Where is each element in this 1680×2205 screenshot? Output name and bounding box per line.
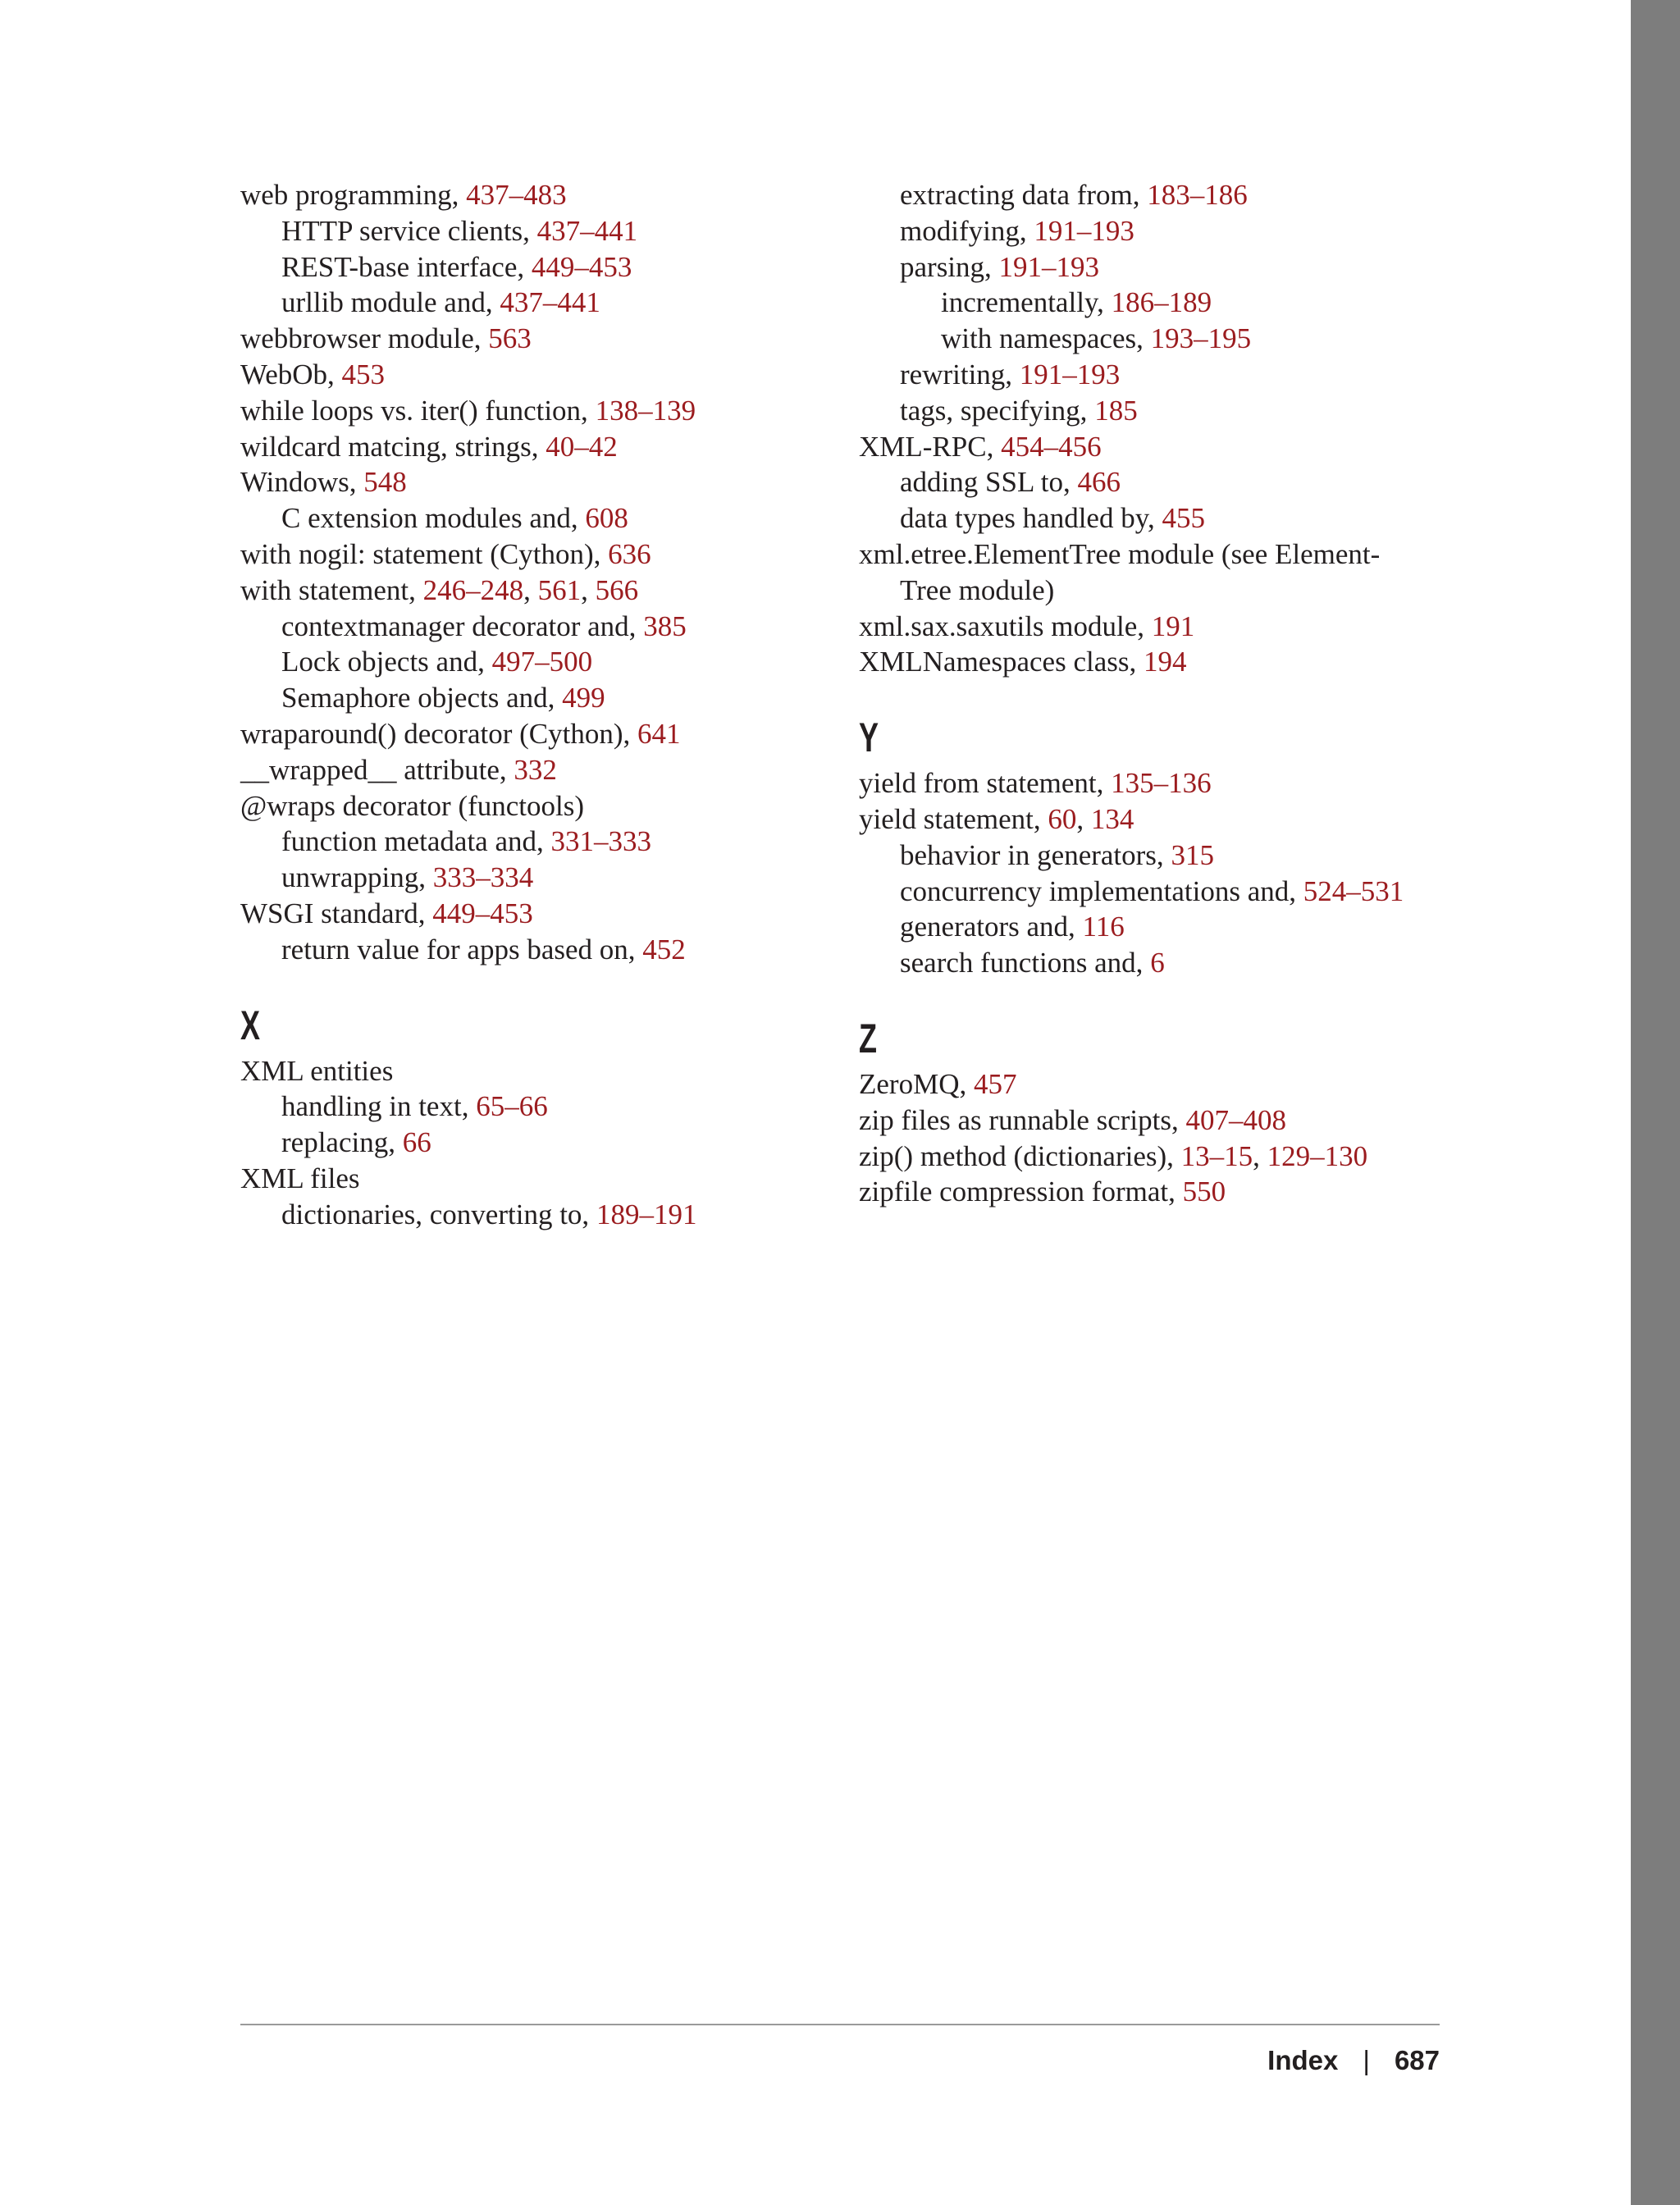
index-entry bbox=[859, 644, 1466, 680]
entry-term: ZeroMQ, bbox=[859, 1067, 974, 1100]
index-subentry bbox=[859, 249, 1466, 285]
entry-term: @wraps decorator (functools) bbox=[240, 789, 585, 822]
entry-term: zipfile compression format, bbox=[859, 1176, 1183, 1208]
index-subentry bbox=[859, 393, 1466, 429]
page-ref-link[interactable]: 185 bbox=[1094, 394, 1138, 427]
page-ref-link[interactable]: 452 bbox=[642, 933, 686, 966]
entry-term: WSGI standard, bbox=[240, 897, 433, 929]
page-number: 687 bbox=[1394, 2045, 1440, 2075]
index-entry bbox=[859, 429, 1466, 465]
index-column-right bbox=[859, 177, 1466, 1210]
page-ref-link[interactable]: 636 bbox=[608, 537, 651, 570]
page-ref-link[interactable]: 608 bbox=[585, 502, 628, 535]
index-entry bbox=[240, 177, 847, 213]
page-ref-link[interactable]: 332 bbox=[514, 753, 557, 786]
page-ref-link[interactable]: 191–193 bbox=[1019, 358, 1121, 390]
entry-term: Tree module) bbox=[900, 573, 1055, 606]
page-ref-link[interactable]: 497–500 bbox=[491, 646, 593, 678]
entry-term: rewriting, bbox=[900, 358, 1020, 390]
page-ref-link[interactable]: 129–130 bbox=[1267, 1139, 1368, 1172]
footer-section-label: Index bbox=[1267, 2045, 1339, 2075]
entry-term: zip() method (dictionaries), bbox=[859, 1139, 1181, 1172]
page-ref-link[interactable]: 563 bbox=[488, 322, 532, 355]
entry-term: unwrapping, bbox=[281, 861, 433, 894]
index-entry bbox=[240, 1053, 847, 1089]
page-ref-link[interactable]: 437–441 bbox=[500, 286, 600, 319]
entry-term: XML entities bbox=[240, 1054, 394, 1087]
index-entry bbox=[859, 1139, 1466, 1175]
page-ref-link[interactable]: 499 bbox=[562, 682, 605, 714]
entry-term: zip files as runnable scripts, bbox=[859, 1103, 1186, 1136]
index-subentry bbox=[859, 213, 1466, 249]
index-entry-continuation bbox=[859, 573, 1466, 609]
index-subsubentry bbox=[859, 321, 1466, 357]
page-ref-link[interactable]: 138–139 bbox=[595, 394, 696, 427]
page-ref-link[interactable]: 60 bbox=[1048, 802, 1077, 835]
entry-term: with statement, bbox=[240, 573, 423, 606]
index-subentry bbox=[859, 838, 1466, 874]
page-ref-link[interactable]: 641 bbox=[637, 717, 681, 750]
entry-term: while loops vs. iter() function, bbox=[240, 394, 596, 427]
page-ref-link[interactable]: 455 bbox=[1162, 502, 1205, 535]
entry-term: extracting data from, bbox=[900, 179, 1148, 211]
entry-term: replacing, bbox=[281, 1126, 403, 1159]
index-subentry bbox=[240, 644, 847, 680]
index-subentry bbox=[240, 500, 847, 536]
index-subentry bbox=[240, 285, 847, 321]
entry-term: generators and, bbox=[900, 911, 1083, 943]
entry-term: search functions and, bbox=[900, 947, 1151, 979]
page-ref-link[interactable]: 246–248 bbox=[422, 573, 524, 606]
index-entry bbox=[859, 609, 1466, 645]
index-subentry bbox=[240, 213, 847, 249]
entry-term: adding SSL to, bbox=[900, 466, 1078, 499]
index-column-left bbox=[240, 177, 847, 1233]
ref-separator: , bbox=[581, 573, 596, 606]
page-ref-link[interactable]: 66 bbox=[402, 1126, 431, 1159]
index-subentry bbox=[859, 464, 1466, 500]
page-ref-link[interactable]: 193–195 bbox=[1150, 322, 1252, 355]
page-ref-link[interactable]: 454–456 bbox=[1001, 430, 1102, 463]
ref-separator: , bbox=[1253, 1139, 1267, 1172]
entry-term: handling in text, bbox=[281, 1090, 477, 1123]
page-ref-link[interactable]: 135–136 bbox=[1111, 767, 1212, 800]
entry-term: WebOb, bbox=[240, 358, 342, 390]
entry-term: contextmanager decorator and, bbox=[281, 609, 644, 642]
page-ref-link[interactable]: 466 bbox=[1077, 466, 1121, 499]
entry-term: Lock objects and, bbox=[281, 646, 492, 678]
entry-term: tags, specifying, bbox=[900, 394, 1095, 427]
page-ref-link[interactable]: 524–531 bbox=[1303, 874, 1404, 907]
page-ref-link[interactable]: 315 bbox=[1171, 838, 1214, 871]
index-subentry bbox=[859, 500, 1466, 536]
entry-term: HTTP service clients, bbox=[281, 214, 537, 247]
index-entry bbox=[859, 1102, 1466, 1139]
entry-term: XML-RPC, bbox=[859, 430, 1002, 463]
index-entry bbox=[240, 429, 847, 465]
page-ref-link[interactable]: 437–483 bbox=[466, 179, 567, 211]
entry-term: REST-base interface, bbox=[281, 250, 532, 283]
page-ref-link[interactable]: 566 bbox=[595, 573, 639, 606]
index-subentry bbox=[859, 357, 1466, 393]
page-ref-link[interactable]: 191–193 bbox=[998, 250, 1100, 283]
page-ref-link[interactable]: 407–408 bbox=[1185, 1103, 1287, 1136]
entry-term: XML files bbox=[240, 1162, 360, 1194]
entry-term: Windows, bbox=[240, 466, 364, 499]
page-edge-bar bbox=[1631, 0, 1680, 2205]
entry-term: parsing, bbox=[900, 250, 999, 283]
page-ref-link[interactable]: 191 bbox=[1151, 609, 1195, 642]
page-footer bbox=[1267, 2043, 1440, 2079]
page-ref-link[interactable]: 561 bbox=[537, 573, 582, 606]
index-subentry bbox=[859, 177, 1466, 213]
index-entry bbox=[240, 536, 847, 573]
entry-term: __wrapped__ attribute, bbox=[240, 753, 514, 786]
entry-term: data types handled by, bbox=[900, 502, 1162, 535]
index-entry bbox=[240, 573, 847, 609]
section-heading-y: Y bbox=[859, 714, 879, 761]
entry-term: return value for apps based on, bbox=[281, 933, 643, 966]
index-subentry bbox=[240, 860, 847, 896]
entry-term: yield from statement, bbox=[859, 767, 1112, 800]
index-subentry bbox=[240, 1089, 847, 1125]
page-ref-link[interactable]: 40–42 bbox=[546, 430, 618, 463]
index-entry bbox=[240, 1161, 847, 1197]
index-entry bbox=[859, 536, 1466, 573]
index-entry bbox=[240, 788, 847, 824]
index-entry bbox=[240, 896, 847, 932]
index-entry bbox=[240, 716, 847, 752]
page-ref-link[interactable]: 194 bbox=[1143, 646, 1187, 678]
entry-term: modifying, bbox=[900, 214, 1034, 247]
page-ref-link[interactable]: 13–15 bbox=[1180, 1139, 1253, 1172]
section-heading-z: Z bbox=[859, 1015, 877, 1061]
index-subentry bbox=[859, 945, 1466, 981]
page-ref-link[interactable]: 548 bbox=[363, 466, 407, 499]
page-ref-link[interactable]: 331–333 bbox=[550, 825, 651, 858]
page-ref-link[interactable]: 333–334 bbox=[432, 861, 534, 894]
page-ref-link[interactable]: 6 bbox=[1150, 947, 1165, 979]
page-ref-link[interactable]: 449–453 bbox=[432, 897, 533, 929]
footer-separator: | bbox=[1363, 2045, 1370, 2075]
page-ref-link[interactable]: 550 bbox=[1182, 1176, 1226, 1208]
index-subentry bbox=[240, 824, 847, 860]
entry-term: with nogil: statement (Cython), bbox=[240, 537, 609, 570]
index-entry bbox=[240, 357, 847, 393]
page-ref-link[interactable]: 453 bbox=[341, 358, 386, 390]
page-ref-link[interactable]: 191–193 bbox=[1034, 214, 1134, 247]
page-ref-link[interactable]: 457 bbox=[973, 1067, 1017, 1100]
entry-term: concurrency implementations and, bbox=[900, 874, 1303, 907]
index-subentry bbox=[240, 609, 847, 645]
entry-term: C extension modules and, bbox=[281, 502, 586, 535]
index-entry bbox=[240, 752, 847, 788]
entry-term: with namespaces, bbox=[941, 322, 1151, 355]
entry-term: XMLNamespaces class, bbox=[859, 646, 1144, 678]
index-entry bbox=[859, 801, 1466, 838]
entry-term: Semaphore objects and, bbox=[281, 682, 563, 714]
entry-term: xml.etree.ElementTree module (see Element- bbox=[859, 537, 1381, 570]
section-heading-x: X bbox=[240, 1002, 261, 1048]
entry-term: behavior in generators, bbox=[900, 838, 1171, 871]
page-ref-link[interactable]: 65–66 bbox=[476, 1090, 548, 1123]
index-subentry bbox=[240, 1197, 847, 1233]
page-ref-link[interactable]: 437–441 bbox=[536, 214, 638, 247]
page-ref-link[interactable]: 183–186 bbox=[1147, 179, 1248, 211]
index-entry bbox=[859, 1174, 1466, 1210]
entry-term: wraparound() decorator (Cython), bbox=[240, 717, 637, 750]
index-entry bbox=[240, 321, 847, 357]
entry-term: yield statement, bbox=[859, 802, 1048, 835]
entry-term: urllib module and, bbox=[281, 286, 500, 319]
entry-term: incrementally, bbox=[941, 286, 1112, 319]
index-entry bbox=[240, 393, 847, 429]
ref-separator: , bbox=[1076, 802, 1091, 835]
entry-term: wildcard matcing, strings, bbox=[240, 430, 546, 463]
entry-term: web programming, bbox=[240, 179, 467, 211]
index-subentry bbox=[859, 909, 1466, 945]
index-subentry bbox=[240, 1125, 847, 1161]
index-subsubentry bbox=[859, 285, 1466, 321]
page-ref-link[interactable]: 189–191 bbox=[596, 1198, 697, 1230]
page-ref-link[interactable]: 116 bbox=[1082, 911, 1125, 943]
entry-term: webbrowser module, bbox=[240, 322, 489, 355]
index-subentry bbox=[240, 249, 847, 285]
page-ref-link[interactable]: 134 bbox=[1090, 802, 1134, 835]
page-ref-link[interactable]: 449–453 bbox=[531, 250, 632, 283]
index-entry bbox=[240, 464, 847, 500]
index-subentry bbox=[240, 680, 847, 716]
page-ref-link[interactable]: 186–189 bbox=[1111, 286, 1212, 319]
footer-divider bbox=[240, 2024, 1440, 2025]
index-entry bbox=[859, 765, 1466, 801]
entry-term: dictionaries, converting to, bbox=[281, 1198, 596, 1230]
entry-term: function metadata and, bbox=[281, 825, 551, 858]
index-subentry bbox=[240, 932, 847, 968]
index-subentry bbox=[859, 874, 1466, 910]
entry-term: xml.sax.saxutils module, bbox=[859, 609, 1152, 642]
index-entry bbox=[859, 1066, 1466, 1102]
page-ref-link[interactable]: 385 bbox=[643, 609, 687, 642]
ref-separator: , bbox=[523, 573, 538, 606]
